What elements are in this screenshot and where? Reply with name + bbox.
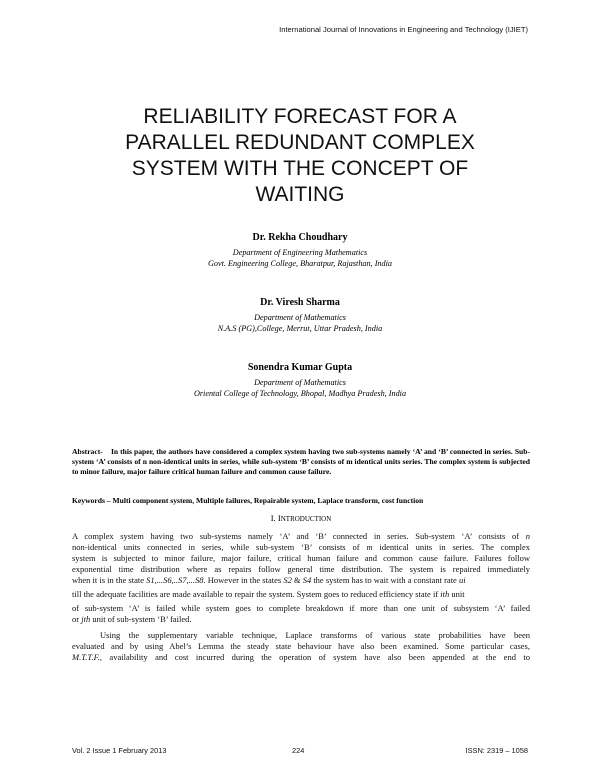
text-span: & [291, 575, 303, 585]
text-line: Using the supplementary variable technique, Laplace transforms of various state probabilities have been [100, 630, 530, 640]
math-s4: S4 [302, 575, 312, 585]
section-first-letter: I [277, 513, 281, 523]
title-line: RELIABILITY FORECAST FOR A [143, 105, 457, 128]
text-line: system is subjected to minor failure, major failure, critical human failure and common cause failure. Failures follow [72, 553, 530, 563]
title-line: WAITING [255, 183, 345, 206]
text-line [72, 589, 530, 603]
author-block-2 [100, 297, 500, 334]
author-name: Dr. Viresh Sharma [260, 297, 340, 308]
author-department: Department of Mathematics [254, 378, 346, 387]
text-line [72, 575, 530, 589]
author-block-1 [100, 232, 500, 269]
author-block-3 [100, 362, 500, 399]
abstract [72, 447, 530, 476]
title-line: PARALLEL REDUNDANT COMPLEX [125, 131, 475, 154]
text-line [72, 531, 530, 542]
math-ith: ith [440, 589, 450, 599]
intro-paragraph-1 [72, 531, 530, 628]
math-states: S1,...S6,..S7,...S8 [146, 575, 204, 585]
abstract-label: Abstract- [72, 447, 103, 456]
text-span: unit [451, 589, 465, 599]
section-title-rest: NTRODUCTION [280, 515, 332, 523]
text-span: . However in the states [203, 575, 282, 585]
math-n: n [525, 531, 530, 541]
author-institution: Govt. Engineering College, Bharatpur, Rajasthan, India [208, 259, 392, 268]
author-department: Department of Mathematics [254, 313, 346, 322]
text-line [72, 614, 530, 628]
paper-title [90, 104, 510, 208]
author-name: Sonendra Kumar Gupta [247, 362, 353, 373]
math-mttf: M.T.T.F. [72, 652, 100, 662]
keywords: Keywords – Multi component system, Multiple failures, Repairable system, Laplace transform, cost function [72, 496, 424, 505]
intro-paragraph-2 [72, 630, 530, 663]
text-span: unit of sub-system ‘B’ failed. [92, 614, 192, 624]
author-department: Department of Engineering Mathematics [232, 248, 368, 257]
section-heading [72, 513, 530, 523]
text-span: identical units in series. The complex [379, 542, 530, 552]
text-span: , availability and cost incurred during the operation of system have also been appended at the end to [99, 652, 530, 662]
author-institution: Oriental College of Technology, Bhopal, Madhya Pradesh, India [193, 389, 407, 398]
text-line: evaluated and by using Abel’s Lemma the steady state behaviour have also been examined. Some particular cases, [72, 641, 530, 651]
footer-issue: Vol. 2 Issue 1 February 2013 [72, 746, 167, 755]
text-line [72, 652, 530, 663]
text-line: of sub-system ‘A’ is failed while system goes to complete breakdown if more than one unit of subsystem ‘A’ failed [72, 603, 530, 613]
footer-page-number: 224 [292, 746, 305, 755]
text-line: exponential time distribution where as repairs follow general time distribution. The system is repaired immediately [72, 564, 530, 574]
math-s2: S2 [283, 575, 292, 585]
journal-header: International Journal of Innovations in Engineering and Technology (IJIET) [279, 25, 528, 34]
text-span: till the adequate facilities are made available to repair the system. System goes to reduced efficiency state if [72, 589, 439, 599]
text-span: or [72, 614, 80, 624]
abstract-text: In this paper, the authors have considered a complex system having two sub-systems namely ‘A’ and ‘B’ connected in series. Sub-system ‘A’ consists of n non-identical units in series, while sub-system ‘B’ consists of m identical units series. The complex system is subjected to minor failure, major failure critical human failure and common cause failure. [72, 447, 531, 476]
math-m: m [366, 542, 373, 552]
text-span: A complex system having two sub-systems namely ‘A’ and ‘B’ connected in series. Sub-system ‘A’ consists of [72, 531, 520, 541]
math-jth: jth [81, 614, 91, 624]
text-span: when it is in the state [72, 575, 145, 585]
text-line [72, 542, 530, 553]
author-institution: N.A.S (PG),College, Merrut, Uttar Pradesh, India [217, 324, 383, 333]
section-numeral: I. [270, 513, 278, 523]
title-line: SYSTEM WITH THE CONCEPT OF [131, 157, 469, 180]
footer-issn: ISSN: 2319 – 1058 [465, 746, 528, 755]
text-span: non-identical units connected in series, while sub-system ‘B’ consists of [72, 542, 360, 552]
text-span: the system has to wait with a constant rate [313, 575, 457, 585]
math-u: ui [458, 575, 466, 585]
author-name: Dr. Rekha Choudhary [252, 232, 348, 243]
